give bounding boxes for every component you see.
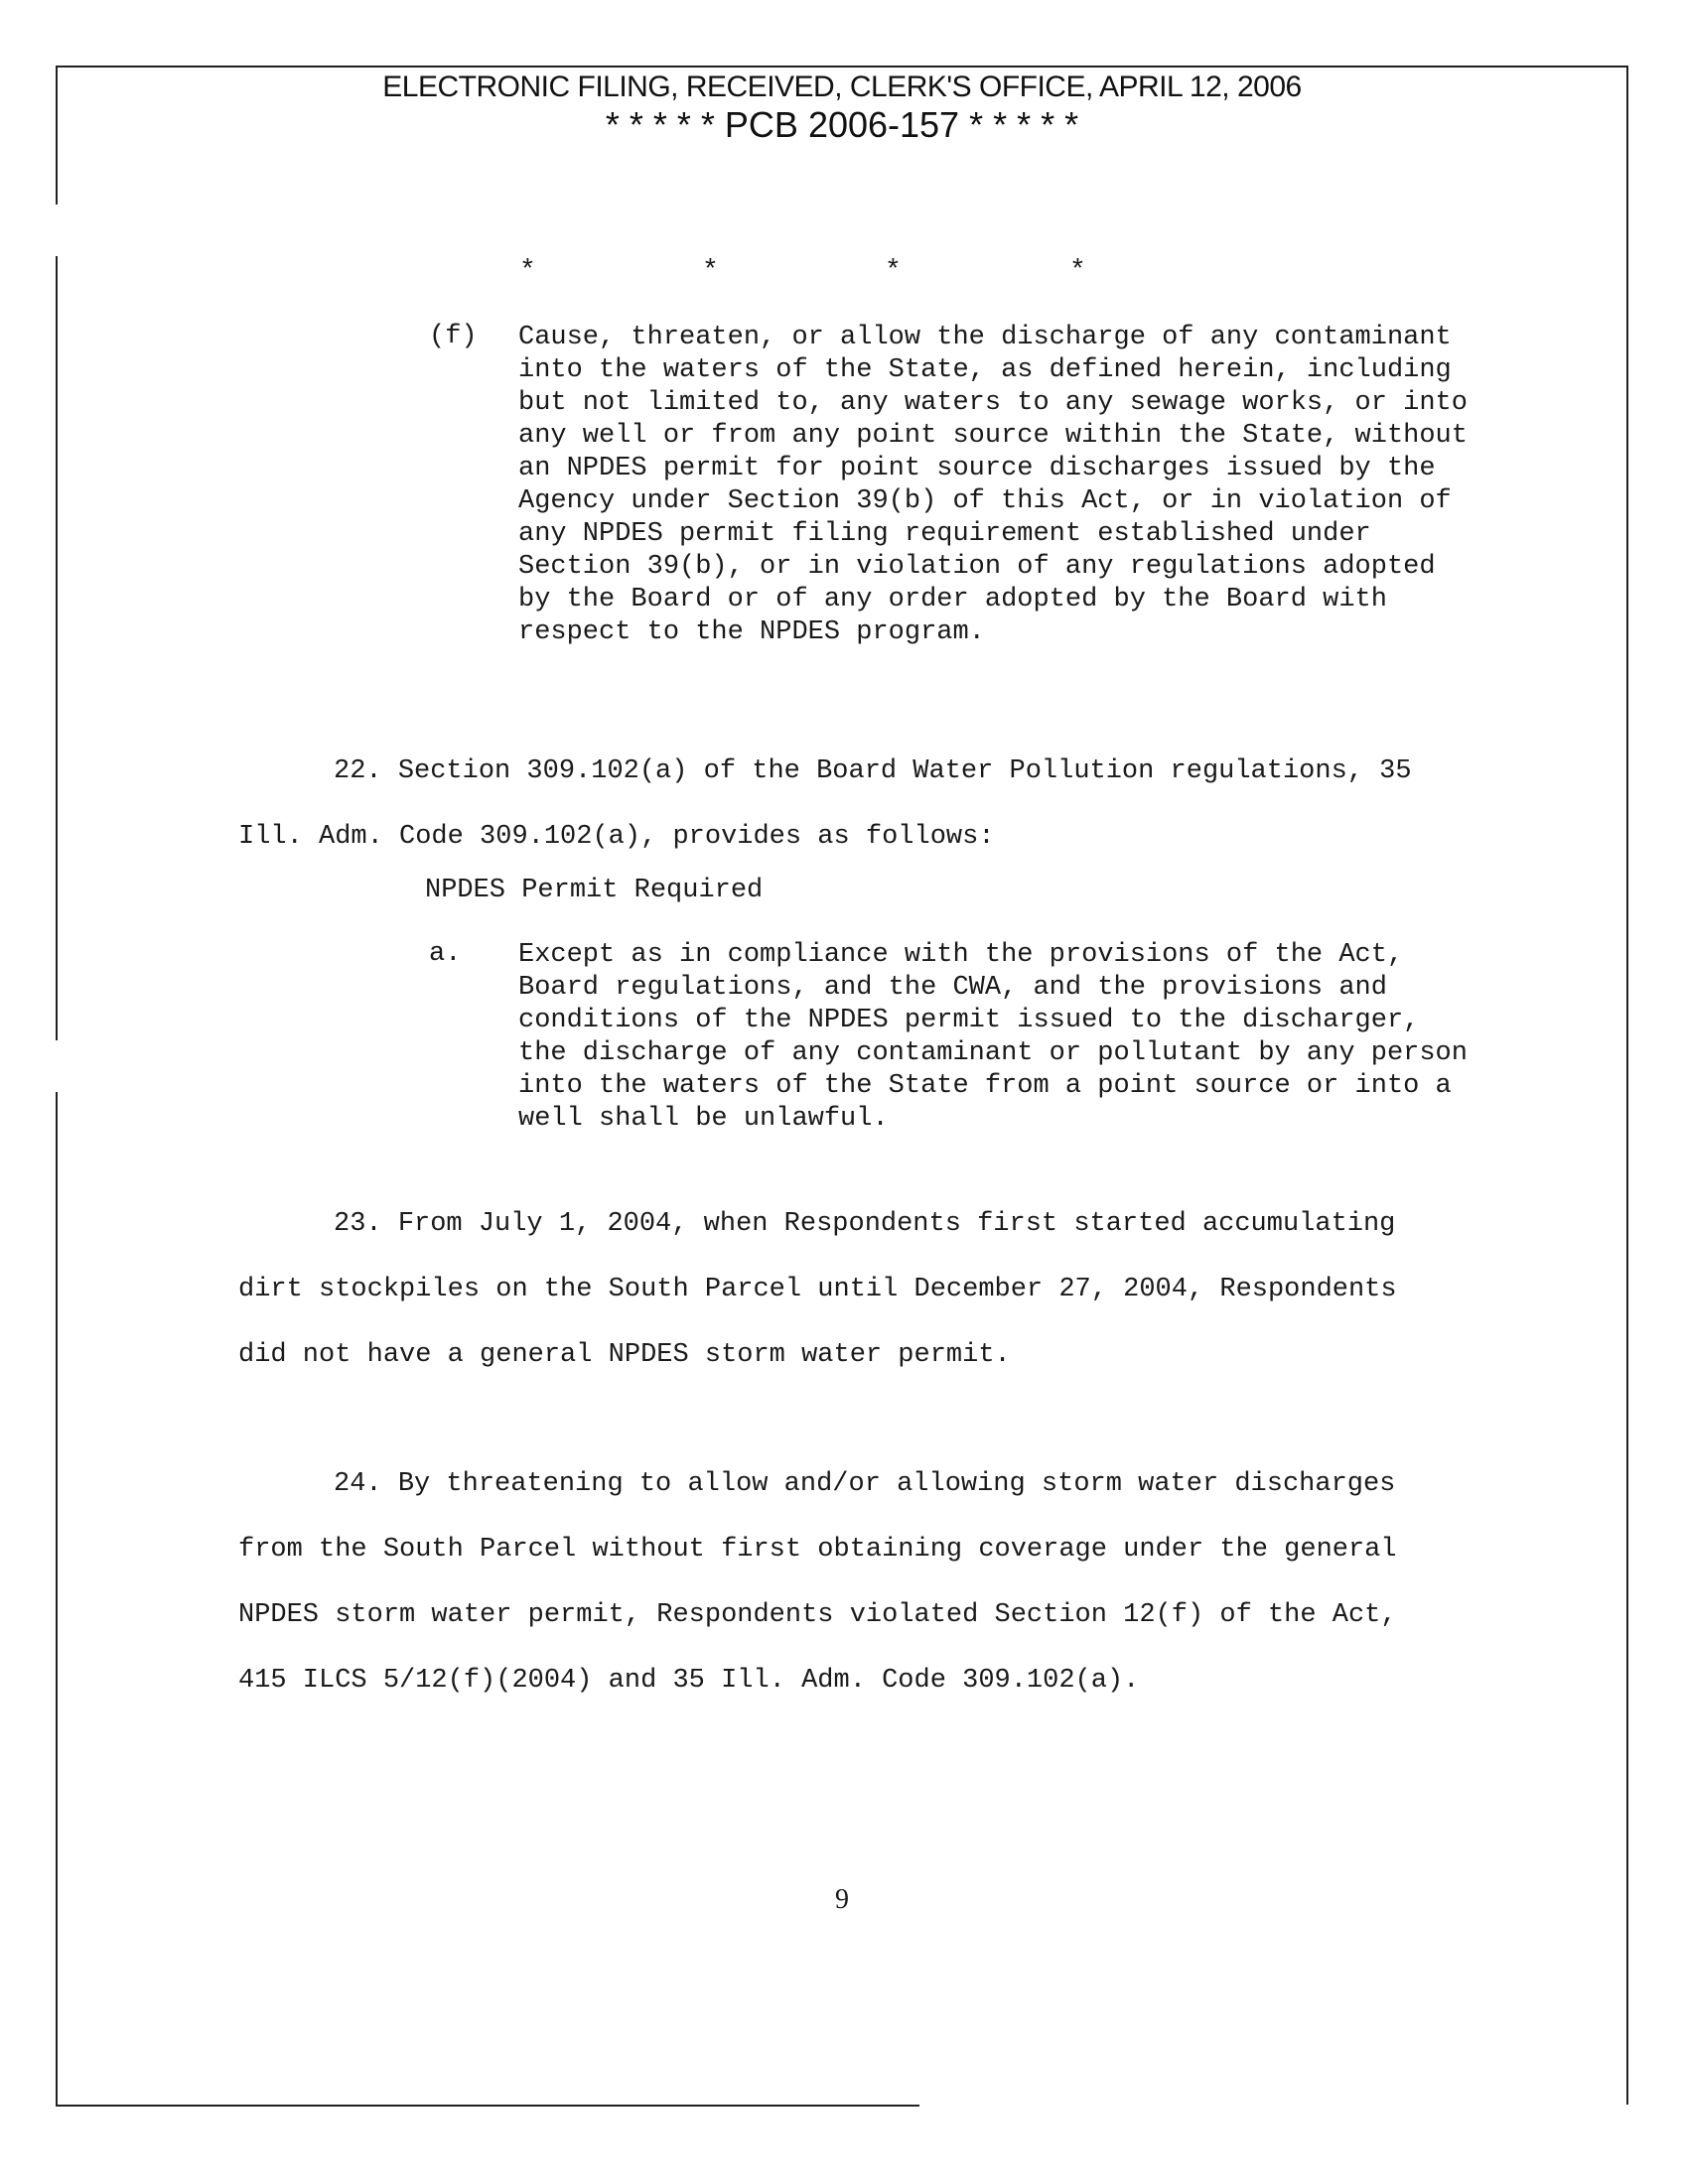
frame-left-border <box>56 1092 58 2105</box>
section-break-star: * <box>1069 256 1086 287</box>
section-break-star: * <box>885 256 902 287</box>
paragraph-text: By threatening to allow and/or allowing storm water discharges from the South Parcel without first obtaining coverage under the general NPDES storm water permit, Respondents violated Section 12(f) of the Act, 415 ILCS 5/12(f)(2004) and 35 Ill. Adm. Code 309.102(a). <box>238 1469 1397 1696</box>
frame-top-border <box>56 66 1628 68</box>
paragraph-text: Section 309.102(a) of the Board Water Pollution regulations, 35 Ill. Adm. Code 309.102(a), provides as follows: <box>238 756 1412 852</box>
paragraph-22 <box>238 739 1460 870</box>
paragraph-23 <box>238 1191 1460 1388</box>
section-break-star: * <box>702 256 719 287</box>
section-break-star: * <box>519 256 536 287</box>
subsection-text: Except as in compliance with the provisions of the Act, Board regulations, and the CWA, and the provisions and conditions of the NPDES permit issued to the discharger, the discharge of any contaminant or pollutant by any person into the waters of the State from a point source or into a well shall be unlawful. <box>518 940 1468 1134</box>
subsection-label: (f) <box>429 322 478 351</box>
page-number: 9 <box>835 1884 849 1915</box>
paragraph-number: 23. <box>334 1209 382 1239</box>
filing-header <box>0 69 1684 145</box>
frame-bottom-border <box>56 2105 919 2107</box>
filing-stamp-line: ELECTRONIC FILING, RECEIVED, CLERK'S OFFICE, APRIL 12, 2006 <box>382 70 1302 103</box>
subsection-text: Cause, threaten, or allow the discharge of any contaminant into the waters of the State, as defined herein, including but not limited to, any waters to any sewage works, or into any well or from any point source within the State, without an NPDES permit for point source discharges issued by the Agency under Section 39(b) of this Act, or in violation of any NPDES permit filing requirement established under Section 39(b), or in violation of any regulations adopted by the Board or of any order adopted by the Board with respect to the NPDES program. <box>518 323 1468 647</box>
paragraph-number: 24. <box>334 1469 382 1499</box>
paragraph-text: From July 1, 2004, when Respondents first started accumulating dirt stockpiles on the South Parcel until December 27, 2004, Respondents did not have a general NPDES storm water permit. <box>238 1209 1397 1370</box>
paragraph-number: 22. <box>334 756 382 786</box>
quoted-regulation-heading: NPDES Permit Required <box>425 876 764 905</box>
subsection-label: a. <box>429 939 462 969</box>
case-number-line: * * * * * PCB 2006-157 * * * * * <box>605 104 1079 145</box>
frame-right-border <box>1626 66 1628 2105</box>
paragraph-24 <box>238 1451 1460 1713</box>
frame-left-border <box>56 256 58 1040</box>
